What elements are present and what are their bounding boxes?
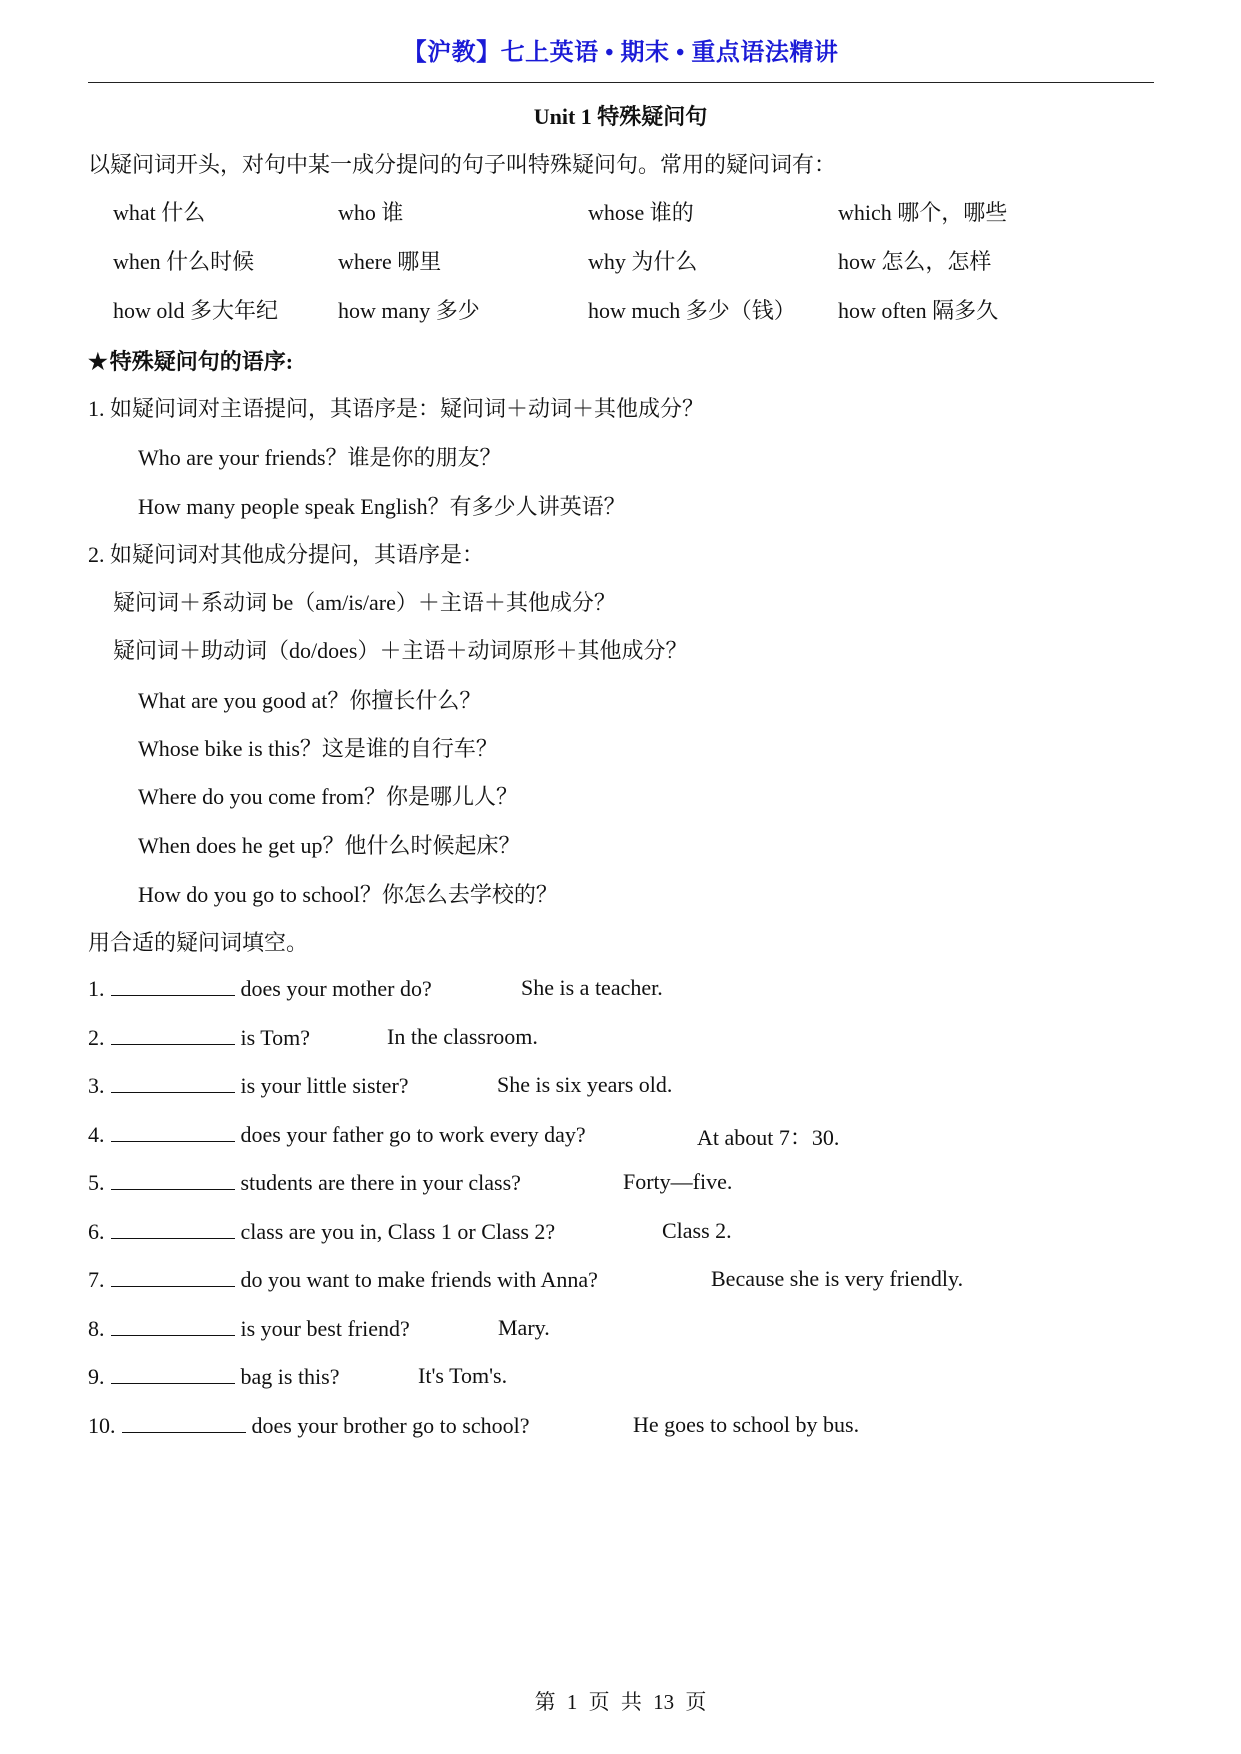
item-number: 10. [88,1413,116,1438]
vocab-whose: whose 谁的 [588,200,694,225]
item-5-answer: Forty—five. [623,1169,733,1194]
answer-blank[interactable] [111,975,235,996]
item-number: 4. [88,1122,105,1147]
exercise-item-6 [88,1218,555,1245]
vocab-how-many: how many 多少 [338,298,480,323]
item-number: 2. [88,1025,105,1050]
word-order-heading [88,345,293,376]
item-2-answer: In the classroom. [387,1024,538,1049]
exercise-item-1 [88,975,432,1002]
answer-blank[interactable] [111,1024,235,1045]
rule-2-example-3: Where do you come from？你是哪儿人？ [138,784,519,809]
rule-2-example-2: Whose bike is this？这是谁的自行车？ [138,736,498,761]
rule-2-example-4: When does he get up？他什么时候起床？ [138,833,521,858]
item-question: is your little sister? [240,1073,409,1098]
item-number: 8. [88,1316,105,1341]
item-question: class are you in, Class 1 or Class 2? [240,1219,556,1244]
page-number: 第 1 页 共 13 页 [534,1690,707,1714]
vocab-how-much: how much 多少（钱） [588,298,796,323]
header-divider [88,82,1154,83]
vocab-when: when 什么时候 [113,249,255,274]
vocab-who: who 谁 [338,200,404,225]
item-number: 6. [88,1219,105,1244]
item-9-answer: It's Tom's. [418,1363,508,1388]
exercise-item-7 [88,1266,598,1293]
item-question: does your father go to work every day? [240,1122,586,1147]
item-number: 7. [88,1267,105,1292]
item-8-answer: Mary. [498,1315,550,1340]
exercise-item-10 [88,1412,530,1439]
answer-blank[interactable] [111,1121,235,1142]
rule-2-formula-2: 疑问词＋助动词（do/does）＋主语＋动词原形＋其他成分？ [113,638,688,663]
item-3-answer: She is six years old. [497,1072,673,1097]
answer-blank[interactable] [111,1266,235,1287]
star-icon: ★ [88,349,108,374]
rule-2: 2. 如疑问词对其他成分提问，其语序是： [88,542,485,567]
rule-2-example-5: How do you go to school？你怎么去学校的？ [138,882,558,907]
item-number: 1. [88,976,105,1001]
exercise-item-3 [88,1072,409,1099]
unit-title: Unit 1 特殊疑问句 [533,104,708,129]
vocab-how-often: how often 隔多久 [838,298,999,323]
exercise-item-5 [88,1169,521,1196]
rule-1-example-1: Who are your friends？谁是你的朋友？ [138,445,502,470]
intro-paragraph: 以疑问词开头，对句中某一成分提问的句子叫特殊疑问句。常用的疑问词有： [88,152,837,177]
vocab-what: what 什么 [113,200,206,225]
vocab-which: which 哪个，哪些 [838,200,1008,225]
answer-blank[interactable] [111,1072,235,1093]
item-4-answer: At about 7：30. [697,1125,840,1150]
item-6-answer: Class 2. [662,1218,732,1243]
rule-1: 1. 如疑问词对主语提问，其语序是：疑问词＋动词＋其他成分？ [88,396,705,421]
answer-blank[interactable] [111,1169,235,1190]
exercise-item-4 [88,1121,586,1148]
answer-blank[interactable] [111,1315,235,1336]
vocab-why: why 为什么 [588,249,698,274]
vocab-how-old: how old 多大年纪 [113,298,279,323]
answer-blank[interactable] [111,1363,235,1384]
item-1-answer: She is a teacher. [521,975,663,1000]
item-question: does your brother go to school? [251,1413,530,1438]
vocab-how: how 怎么，怎样 [838,249,992,274]
item-7-answer: Because she is very friendly. [711,1266,964,1291]
exercise-item-9 [88,1363,340,1390]
item-number: 5. [88,1170,105,1195]
item-question: does your mother do? [240,976,432,1001]
exercise-instruction: 用合适的疑问词填空。 [88,930,309,955]
rule-2-example-1: What are you good at？你擅长什么？ [138,688,482,713]
item-question: bag is this? [240,1364,340,1389]
exercise-item-2 [88,1024,310,1051]
item-number: 9. [88,1364,105,1389]
item-question: do you want to make friends with Anna? [240,1267,598,1292]
item-question: is your best friend? [240,1316,410,1341]
answer-blank[interactable] [111,1218,235,1239]
rule-2-formula-1: 疑问词＋系动词 be（am/is/are）＋主语＋其他成分？ [113,590,616,615]
rule-1-example-2: How many people speak English？有多少人讲英语？ [138,494,626,519]
item-question: students are there in your class? [240,1170,521,1195]
vocab-where: where 哪里 [338,249,442,274]
item-number: 3. [88,1073,105,1098]
answer-blank[interactable] [122,1412,246,1433]
document-header: 【沪教】七上英语 • 期末 • 重点语法精讲 [402,40,839,66]
exercise-item-8 [88,1315,410,1342]
item-10-answer: He goes to school by bus. [633,1412,860,1437]
item-question: is Tom? [240,1025,311,1050]
word-order-heading-text: 特殊疑问句的语序: [109,349,294,374]
